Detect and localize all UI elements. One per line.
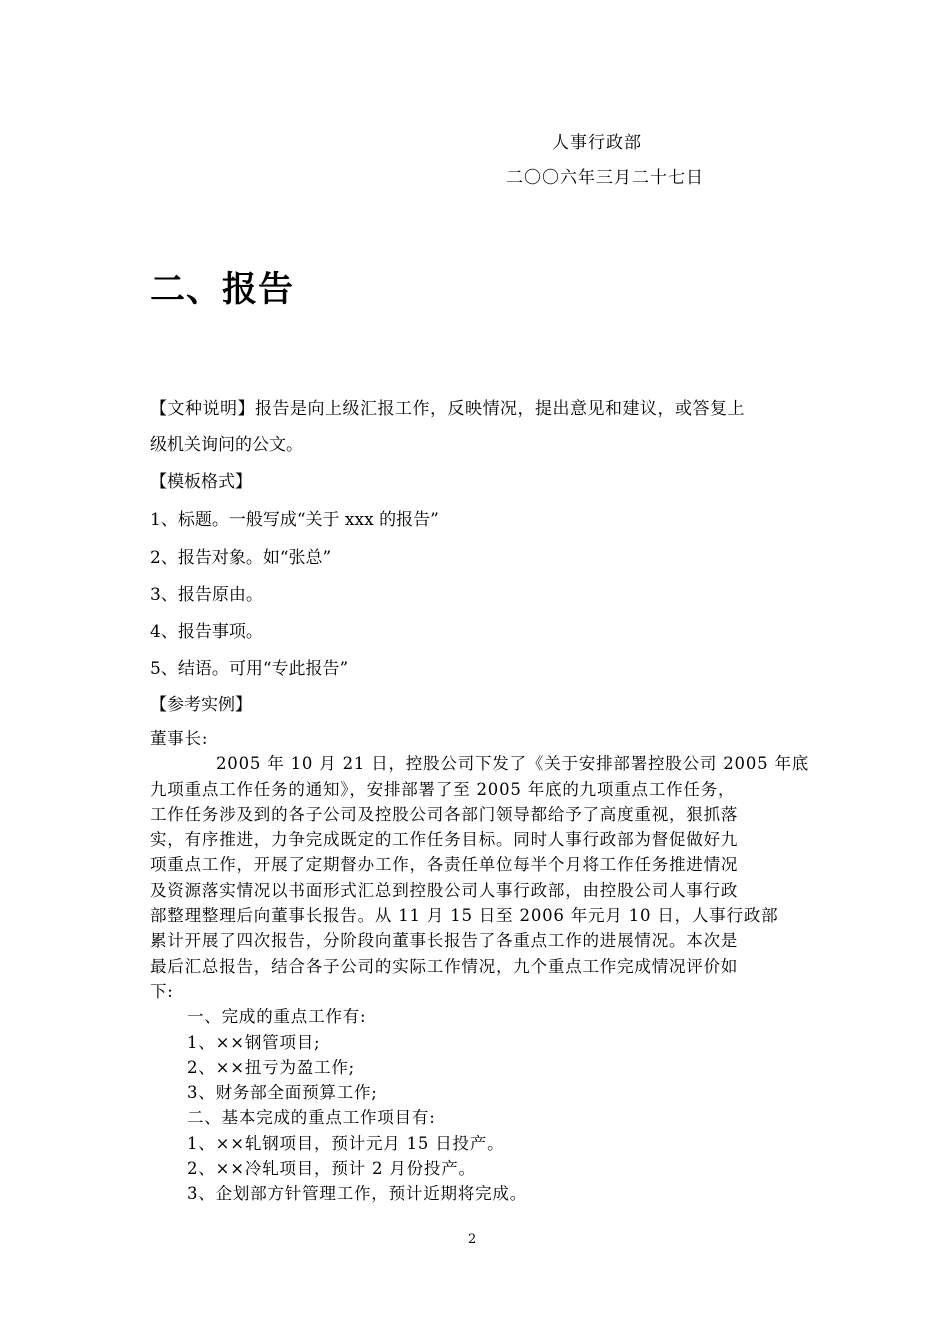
completed-item: 1、××钢管项目; xyxy=(187,1032,321,1052)
body-line: 下: xyxy=(150,981,174,1001)
template-format-heading: 【模板格式】 xyxy=(150,472,252,492)
basically-completed-heading: 二、基本完成的重点工作项目有: xyxy=(187,1108,436,1128)
template-format-item: 3、报告原由。 xyxy=(150,585,263,605)
template-format-item: 1、标题。一般写成“关于 xxx 的报告” xyxy=(150,510,439,530)
body-line: 九项重点工作任务的通知》，安排部署了至 2005 年底的九项重点工作任务， xyxy=(150,779,736,799)
completed-heading: 一、完成的重点工作有: xyxy=(187,1007,367,1027)
body-line: 工作任务涉及到的各子公司及控股公司各部门领导都给予了高度重视，狠抓落 xyxy=(150,804,739,824)
description-line-2: 级机关询问的公文。 xyxy=(150,435,303,455)
section-title: 二、报告 xyxy=(150,270,295,310)
signature-department: 人事行政部 xyxy=(552,133,642,153)
template-format-item: 2、报告对象。如“张总” xyxy=(150,548,332,568)
basically-completed-item: 1、××轧钢项目，预计元月 15 日投产。 xyxy=(187,1133,505,1153)
reference-sample xyxy=(150,726,810,1207)
body-line: 及资源落实情况以书面形式汇总到控股公司人事行政部，由控股公司人事行政 xyxy=(150,880,739,900)
signature-date: 二〇〇六年三月二十七日 xyxy=(506,168,704,188)
body-line: 项重点工作，开展了定期督办工作，各责任单位每半个月将工作任务推进情况 xyxy=(150,855,739,875)
page-number: 2 xyxy=(468,1232,477,1247)
template-format-item: 4、报告事项。 xyxy=(150,622,263,642)
body-line: 部整理整理后向董事长报告。从 11 月 15 日至 2006 年元月 10 日，人事行政部 xyxy=(150,906,779,926)
template-format-item: 5、结语。可用“专此报告” xyxy=(150,659,349,679)
completed-item: 2、××扭亏为盈工作; xyxy=(187,1057,356,1077)
basically-completed-item: 2、××冷轧项目，预计 2 月份投产。 xyxy=(187,1159,476,1179)
body-line: 实，有序推进，力争完成既定的工作任务目标。同时人事行政部为督促做好九 xyxy=(150,830,739,850)
completed-item: 3、财务部全面预算工作; xyxy=(187,1083,378,1103)
body-line: 2005 年 10 月 21 日，控股公司下发了《关于安排部署控股公司 2005 年底 xyxy=(216,754,810,774)
basically-completed-item: 3、企划部方针管理工作，预计近期将完成。 xyxy=(187,1184,527,1204)
description-line-1: 【文种说明】报告是向上级汇报工作，反映情况，提出意见和建议，或答复上 xyxy=(150,399,745,419)
reference-heading: 【参考实例】 xyxy=(150,695,252,715)
salutation: 董事长: xyxy=(150,729,209,748)
body-line: 累计开展了四次报告，分阶段向董事长报告了各重点工作的进展情况。本次是 xyxy=(150,931,739,951)
body-line: 最后汇总报告，结合各子公司的实际工作情况，九个重点工作完成情况评价如 xyxy=(150,956,739,976)
